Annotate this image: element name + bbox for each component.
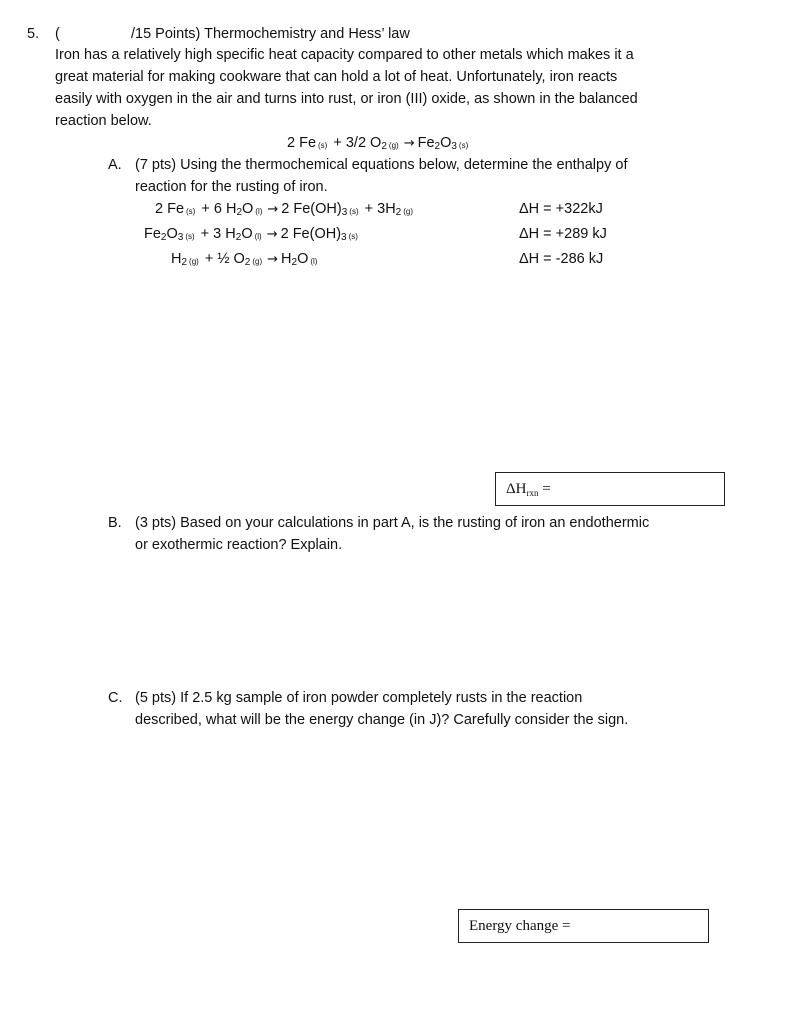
equation-2: $Fe_2O_3$ $_{(s)}$ + 3 $H_2O$ $_{(l)}$ → 2 $Fe(OH)_3$ $_{(s)}$: [144, 226, 358, 243]
energy-change-label: Energy change =: [469, 917, 571, 934]
intro-line-2: great material for making cookware that can hold a lot of heat. Unfortunately, iron reacts: [55, 69, 618, 85]
part-b-line-2: or exothermic reaction? Explain.: [135, 537, 343, 553]
part-c-line-2: described, what will be the energy change (in J)? Carefully consider the sign.: [135, 712, 629, 728]
intro-line-1: Iron has a relatively high specific heat capacity compared to other metals which makes it a: [55, 47, 634, 63]
equation-2-enthalpy: ΔH = +289 kJ: [519, 226, 607, 242]
question-number: 5.: [27, 26, 40, 42]
part-a-label: A.: [108, 157, 122, 173]
part-c-line-1: (5 pts) If 2.5 kg sample of iron powder completely rusts in the reaction: [135, 690, 583, 706]
equation-1-enthalpy: ΔH = +322kJ: [519, 201, 603, 217]
equation-1: 2 Fe $_{(s)}$ + 6 $H_2O$ $_{(l)}$ → 2 $Fe(OH)_3$ $_{(s)} + 3H_2$ $_{(g)}$: [155, 201, 414, 218]
question-title: /15 Points) Thermochemistry and Hess’ law: [131, 26, 410, 42]
reaction-arrow-icon: →: [266, 227, 278, 242]
reaction-arrow-icon: →: [267, 202, 279, 217]
intro-line-4: reaction below.: [55, 113, 152, 129]
part-b-line-1: (3 pts) Based on your calculations in part A, is the rusting of iron an endothermic: [135, 515, 650, 531]
balanced-reaction: 2 Fe $_{(s)}$ + 3/2 $O_2$ $_{(g)} \to Fe_2O_3$ $_{(s)}$: [287, 135, 469, 152]
delta-h-rxn-answer-box[interactable]: [495, 472, 725, 506]
part-c-label: C.: [108, 690, 123, 706]
points-blank-open-paren: (: [55, 26, 60, 42]
part-b-label: B.: [108, 515, 122, 531]
delta-h-rxn-label: $\Delta H_{rxn}$ =: [506, 480, 551, 498]
equation-3: $H_2$ $_{(g)}$ + ½ $O_2$ $_{(g)} \to H_2O$ $_{(l)}$: [171, 251, 318, 268]
reaction-arrow-icon: →: [267, 252, 279, 267]
part-a-line-2: reaction for the rusting of iron.: [135, 179, 328, 195]
reaction-arrow-icon: →: [403, 136, 415, 151]
intro-line-3: easily with oxygen in the air and turns into rust, or iron (III) oxide, as shown in the balanced: [55, 91, 638, 107]
part-a-line-1: (7 pts) Using the thermochemical equations below, determine the enthalpy of: [135, 157, 628, 173]
energy-change-answer-box[interactable]: [458, 909, 709, 943]
equation-3-enthalpy: ΔH = -286 kJ: [519, 251, 604, 267]
